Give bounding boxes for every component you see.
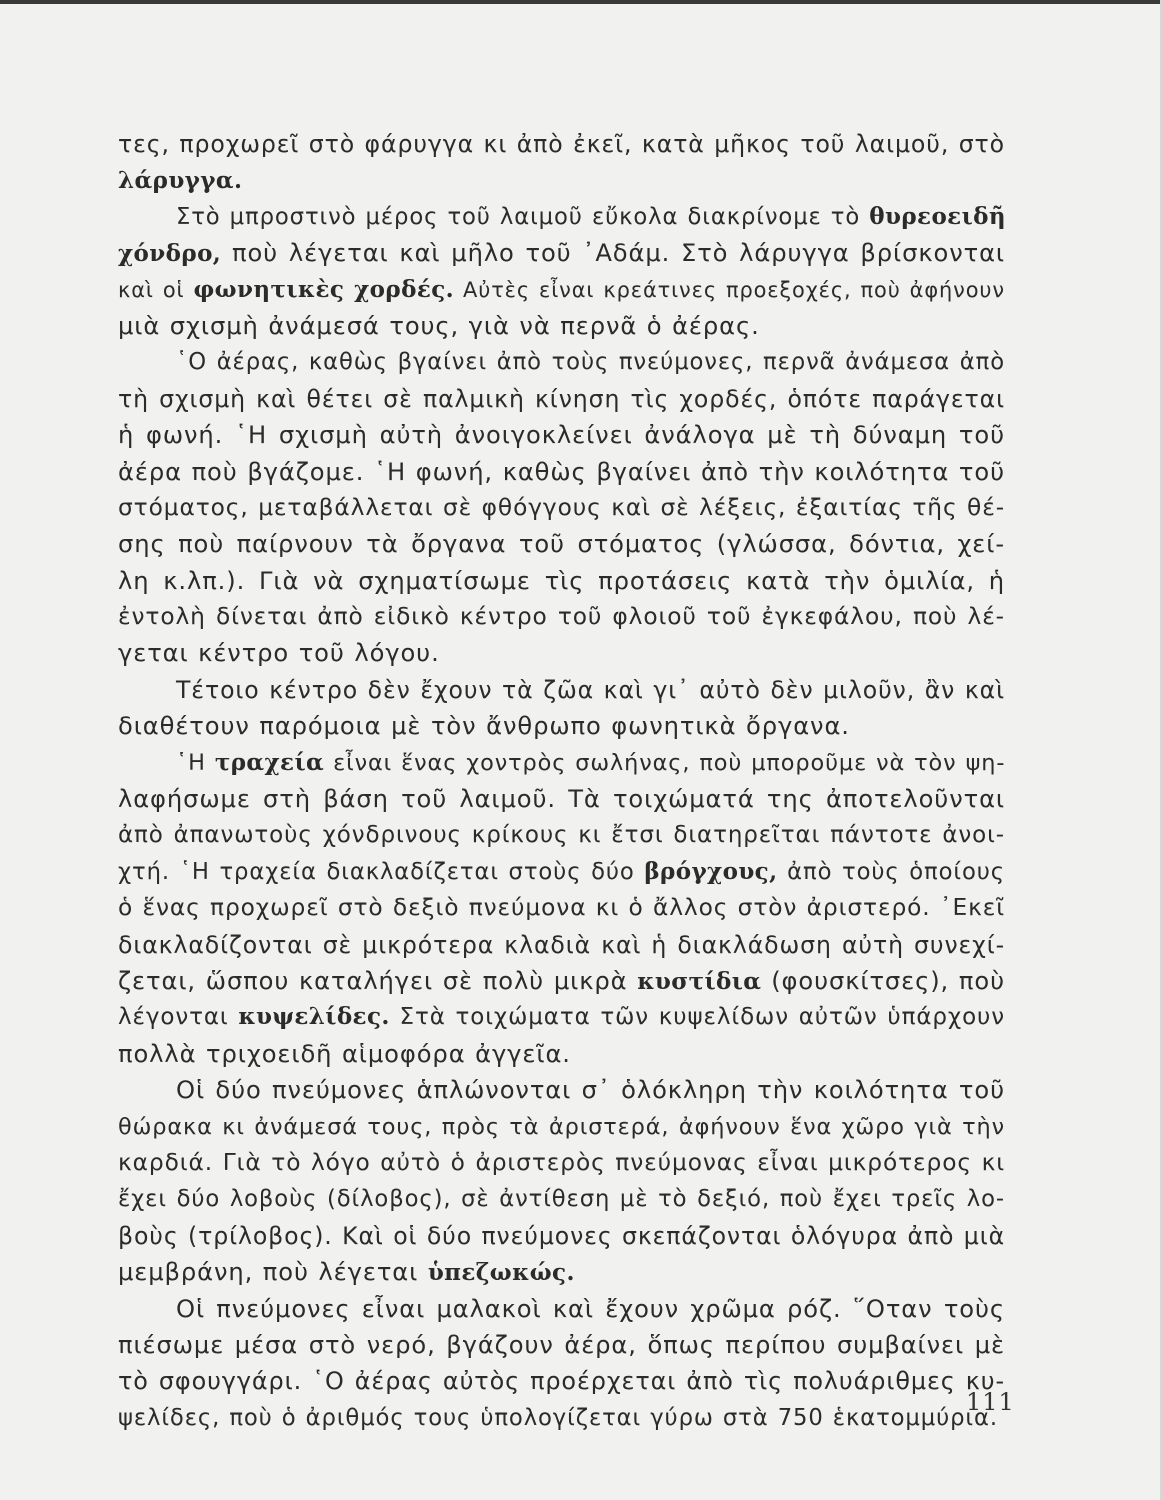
text-line xyxy=(118,308,1005,344)
text-line xyxy=(118,745,1005,781)
text-segment: Τέτοιο κέντρο δὲν ἔχουν τὰ ζῶα καὶ γι᾿ αὐτὸ δὲν μιλοῦν, ἂν καὶ xyxy=(176,675,1005,704)
text-line xyxy=(118,999,1005,1035)
text-segment: ἀπὸ ἀπανωτοὺς χόνδρινους κρίκους κι ἔτσι διατηρεῖται πάντοτε ἀνοι- xyxy=(118,822,1005,849)
text-segment: ἀέρα ποὺ βγάζομε. ῾Η φωνή, καθὼς βγαίνει ἀπὸ τὴν κοιλότητα τοῦ xyxy=(118,457,1005,486)
bold-term: κυστίδια xyxy=(637,967,762,995)
text-segment: γεται κέντρο τοῦ λόγου. xyxy=(118,639,440,668)
text-segment: τὸ σφουγγάρι. ῾Ο ἀέρας αὐτὸς προέρχεται ἀπὸ τὶς πολυάριθμες κυ- xyxy=(118,1367,1005,1396)
text-segment: στόματος, μεταβάλλεται σὲ φθόγγους καὶ σὲ λέξεις, ἐξαιτίας τῆς θέ- xyxy=(118,493,1005,521)
text-segment: ἡ φωνή. ῾Η σχισμὴ αὐτὴ ἀνοιγοκλείνει ἀνάλογα μὲ τὴ δύναμη τοῦ xyxy=(118,421,1005,450)
text-segment: ἐντολὴ δίνεται ἀπὸ εἰδικὸ κέντρο τοῦ φλοιοῦ τοῦ ἐγκεφάλου, ποὺ λέ- xyxy=(118,603,1005,631)
body-text xyxy=(118,126,1005,1436)
page-number: 111 xyxy=(966,1388,1015,1416)
text-line xyxy=(118,1218,1005,1254)
text-segment: Οἱ πνεύμονες εἶναι μαλακοὶ καὶ ἔχουν χρῶμα ρόζ. ῞Οταν τοὺς xyxy=(176,1294,1005,1323)
text-segment: καρδιά. Γιὰ τὸ λόγο αὐτὸ ὁ ἀριστερὸς πνεύμονας εἶναι μικρότερος κι xyxy=(118,1148,1005,1176)
text-line xyxy=(118,417,1005,453)
text-line xyxy=(118,344,1005,380)
text-segment: τὴ σχισμὴ καὶ θέτει σὲ παλμικὴ κίνηση τὶς χορδές, ὁπότε παράγεται xyxy=(118,384,1005,413)
text-line xyxy=(118,1109,1005,1145)
text-line xyxy=(118,890,1005,926)
text-segment: ὁ ἕνας προχωρεῖ στὸ δεξιὸ πνεύμονα κι ὁ ἄλλος στὸν ἀριστερό. ᾿Εκεῖ xyxy=(118,894,1005,922)
text-line xyxy=(118,1291,1005,1327)
text-segment: πιέσωμε μέσα στὸ νερό, βγάζουν ἀέρα, ὅπως περίπου συμβαίνει μὲ xyxy=(118,1330,1005,1359)
text-line xyxy=(118,854,1005,890)
text-line xyxy=(118,1363,1005,1399)
text-line xyxy=(118,272,1005,308)
text-line xyxy=(118,1145,1005,1181)
text-segment: Αὐτὲς εἶναι κρεάτινες προεξοχές, ποὺ ἀφήνουν xyxy=(454,277,1005,302)
bold-term: βρόγχους, xyxy=(644,857,778,885)
text-segment: σης ποὺ παίρνουν τὰ ὄργανα τοῦ στόματος (γλώσσα, δόντια, χεί- xyxy=(118,530,1005,559)
text-segment: ῾Ο ἀέρας, καθὼς βγαίνει ἀπὸ τοὺς πνεύμονες, περνᾶ ἀνάμεσα ἀπὸ xyxy=(176,349,1005,376)
text-segment: ψελίδες, ποὺ ὁ ἀριθμός τους ὑπολογίζεται γύρω στὰ 750 ἑκατομμύρια. xyxy=(118,1404,998,1431)
text-segment: λη κ.λπ.). Γιὰ νὰ σχηματίσωμε τὶς προτάσεις κατὰ τὴν ὁμιλία, ἡ xyxy=(118,566,1005,595)
text-line xyxy=(118,635,1005,671)
text-segment: λέγονται xyxy=(118,1004,239,1031)
text-segment: ζεται, ὥσπου καταλήγει σὲ πολὺ μικρὰ xyxy=(118,966,638,995)
text-segment: βοὺς (τρίλοβος). Καὶ οἱ δύο πνεύμονες σκεπάζονται ὁλόγυρα ἀπὸ μιὰ xyxy=(118,1221,1006,1250)
text-segment: εἶναι ἕνας χοντρὸς σωλήνας, ποὺ μποροῦμε νὰ τὸν ψη- xyxy=(324,749,1006,776)
bold-term: ὑπεζωκώς. xyxy=(427,1259,575,1287)
text-segment: τες, προχωρεῖ στὸ φάρυγγα κι ἀπὸ ἐκεῖ, κατὰ μῆκος τοῦ λαιμοῦ, στὸ xyxy=(118,130,1005,158)
text-line xyxy=(118,199,1005,235)
text-segment: ἔχει δύο λοβοὺς (δίλοβος), σὲ ἀντίθεση μὲ τὸ δεξιό, ποὺ ἔχει τρεῖς λο- xyxy=(118,1186,1005,1213)
text-segment: χτή. ῾Η τραχεία διακλαδίζεται στοὺς δύο xyxy=(118,858,645,885)
text-line xyxy=(118,126,1005,162)
text-line xyxy=(118,1181,1005,1217)
text-line xyxy=(118,963,1005,999)
text-line xyxy=(118,235,1005,271)
bold-term: θυρεοειδῆ xyxy=(869,202,1006,230)
text-line xyxy=(118,490,1005,526)
text-segment: ῾Η xyxy=(176,749,215,776)
text-line xyxy=(118,563,1005,599)
text-line xyxy=(118,927,1005,963)
text-line xyxy=(118,526,1005,562)
text-segment: ἀπὸ τοὺς ὁποίους xyxy=(777,858,1005,885)
text-line xyxy=(118,1072,1005,1108)
text-line xyxy=(118,781,1005,817)
text-segment: Στὸ μπροστινὸ μέρος τοῦ λαιμοῦ εὔκολα διακρίνομε τὸ xyxy=(176,203,870,230)
bold-term: λάρυγγα. xyxy=(118,167,243,195)
text-line xyxy=(118,817,1005,853)
text-line xyxy=(118,708,1005,744)
bold-term: φωνητικὲς χορδές. xyxy=(193,275,455,303)
text-segment: θώρακα κι ἀνάμεσά τους, πρὸς τὰ ἀριστερά, ἀφήνουν ἕνα χῶρο γιὰ τὴν xyxy=(118,1113,1005,1140)
bold-term: χόνδρο, xyxy=(118,240,222,268)
text-segment: (φουσκίτσες), ποὺ xyxy=(761,966,1005,995)
text-line xyxy=(118,1400,1005,1436)
text-segment: μεμβράνη, ποὺ λέγεται xyxy=(118,1258,428,1287)
bold-term: τραχεία xyxy=(214,748,325,776)
text-line xyxy=(118,672,1005,708)
page-top-edge xyxy=(0,0,1163,4)
text-segment: πολλὰ τριχοειδῆ αἱμοφόρα ἀγγεῖα. xyxy=(118,1039,571,1068)
text-segment: διαθέτουν παρόμοια μὲ τὸν ἄνθρωπο φωνητικὰ ὄργανα. xyxy=(118,712,850,741)
text-segment: διακλαδίζονται σὲ μικρότερα κλαδιὰ καὶ ἡ διακλάδωση αὐτὴ συνεχί- xyxy=(118,930,1005,959)
text-segment: μιὰ σχισμὴ ἀνάμεσά τους, γιὰ νὰ περνᾶ ὁ ἀέρας. xyxy=(118,311,760,340)
text-line xyxy=(118,1036,1005,1072)
text-segment: Οἱ δύο πνεύμονες ἁπλώνονται σ᾿ ὁλόκληρη τὴν κοιλότητα τοῦ xyxy=(176,1076,1005,1105)
text-segment: ποὺ λέγεται καὶ μῆλο τοῦ ᾿Αδάμ. Στὸ λάρυγγα βρίσκονται xyxy=(221,239,1005,268)
text-line xyxy=(118,599,1005,635)
text-line xyxy=(118,454,1005,490)
text-line xyxy=(118,1254,1005,1290)
text-segment: λαφήσωμε στὴ βάση τοῦ λαιμοῦ. Τὰ τοιχώματά της ἀποτελοῦνται xyxy=(118,785,1005,814)
text-line xyxy=(118,1327,1005,1363)
text-line xyxy=(118,381,1005,417)
text-segment: Στὰ τοιχώματα τῶν κυψελίδων αὐτῶν ὑπάρχουν xyxy=(389,1004,1006,1031)
bold-term: κυψελίδες. xyxy=(238,1003,390,1031)
text-segment: καὶ οἱ xyxy=(118,277,194,302)
text-line xyxy=(118,162,1005,198)
